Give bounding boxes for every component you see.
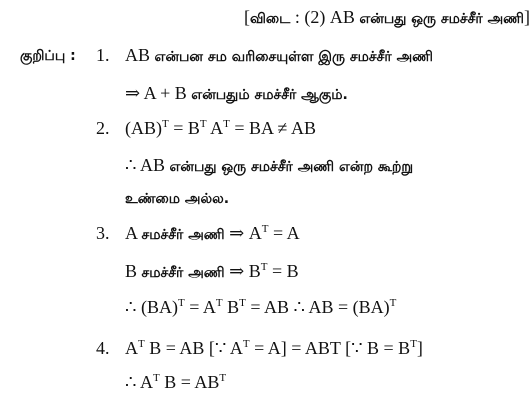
point-2-line-2: உண்மை அல்ல. — [125, 191, 230, 207]
point-1-line-2-math: ⇒ A + B — [125, 83, 192, 103]
answer-label: விடை — [250, 11, 291, 27]
answer-close-bracket: ] — [523, 7, 530, 27]
point-2-line-1 — [125, 154, 413, 178]
point-2-line-1-tamil: என்பது ஒரு சமச்சீர் அணி என்ற கூற்று — [169, 159, 414, 175]
point-3-line-1 — [125, 222, 300, 246]
point-3-line-2-tamil: சமச்சீர் அணி — [141, 265, 225, 281]
point-4-number: 4. — [96, 338, 110, 358]
point-2-line-1-math: ∴ AB — [125, 155, 170, 175]
point-3-line-1-tamil: சமச்சீர் அணி — [141, 227, 225, 243]
point-1-line-2 — [125, 82, 348, 106]
answer-text: (2) AB — [304, 7, 360, 27]
point-1-line-1-tamil: என்பன சம வரிசையுள்ள இரு சமச்சீர் அணி — [154, 49, 433, 65]
point-2-equation: $(AB)^T = B^T$ $A^T$ = BA ≠ AB — [125, 118, 316, 138]
answer-line — [244, 6, 530, 30]
point-3-number: 3. — [96, 223, 110, 243]
point-1-line-2-tamil: என்பதும் சமச்சீர் ஆகும். — [191, 87, 348, 103]
point-1-line-1 — [125, 44, 433, 68]
point-4-line-1: $A^T$ B = AB [∵ $A^T = A$] = ABT [∵ $B = B^T$] — [125, 338, 423, 358]
point-3-line-2-implication: ⇒ $B^T = B$ — [224, 261, 299, 281]
point-1-line-1-math: AB — [125, 45, 155, 65]
point-3-line-1-implication: ⇒ $A^T = A$ — [224, 223, 300, 243]
point-3-line-2 — [125, 260, 299, 284]
point-3-line-1-math: A — [125, 223, 142, 243]
answer-separator: : — [290, 7, 305, 27]
answer-open-bracket: [ — [244, 7, 250, 27]
point-2-number: 2. — [96, 118, 110, 138]
answer-text-tamil: என்பது ஒரு சமச்சீர் அணி — [359, 11, 524, 27]
point-3-line-2-math: B — [125, 261, 142, 281]
point-4-line-2: ∴ $A^T$ $B = AB^T$ — [125, 372, 227, 392]
point-3-line-3: ∴ $(BA)^T = A^T$ $B^T$ = AB ∴ AB = (BA)$^T$ — [125, 297, 397, 317]
note-label: குறிப்பு : — [20, 48, 76, 64]
point-1-number: 1. — [96, 45, 110, 65]
